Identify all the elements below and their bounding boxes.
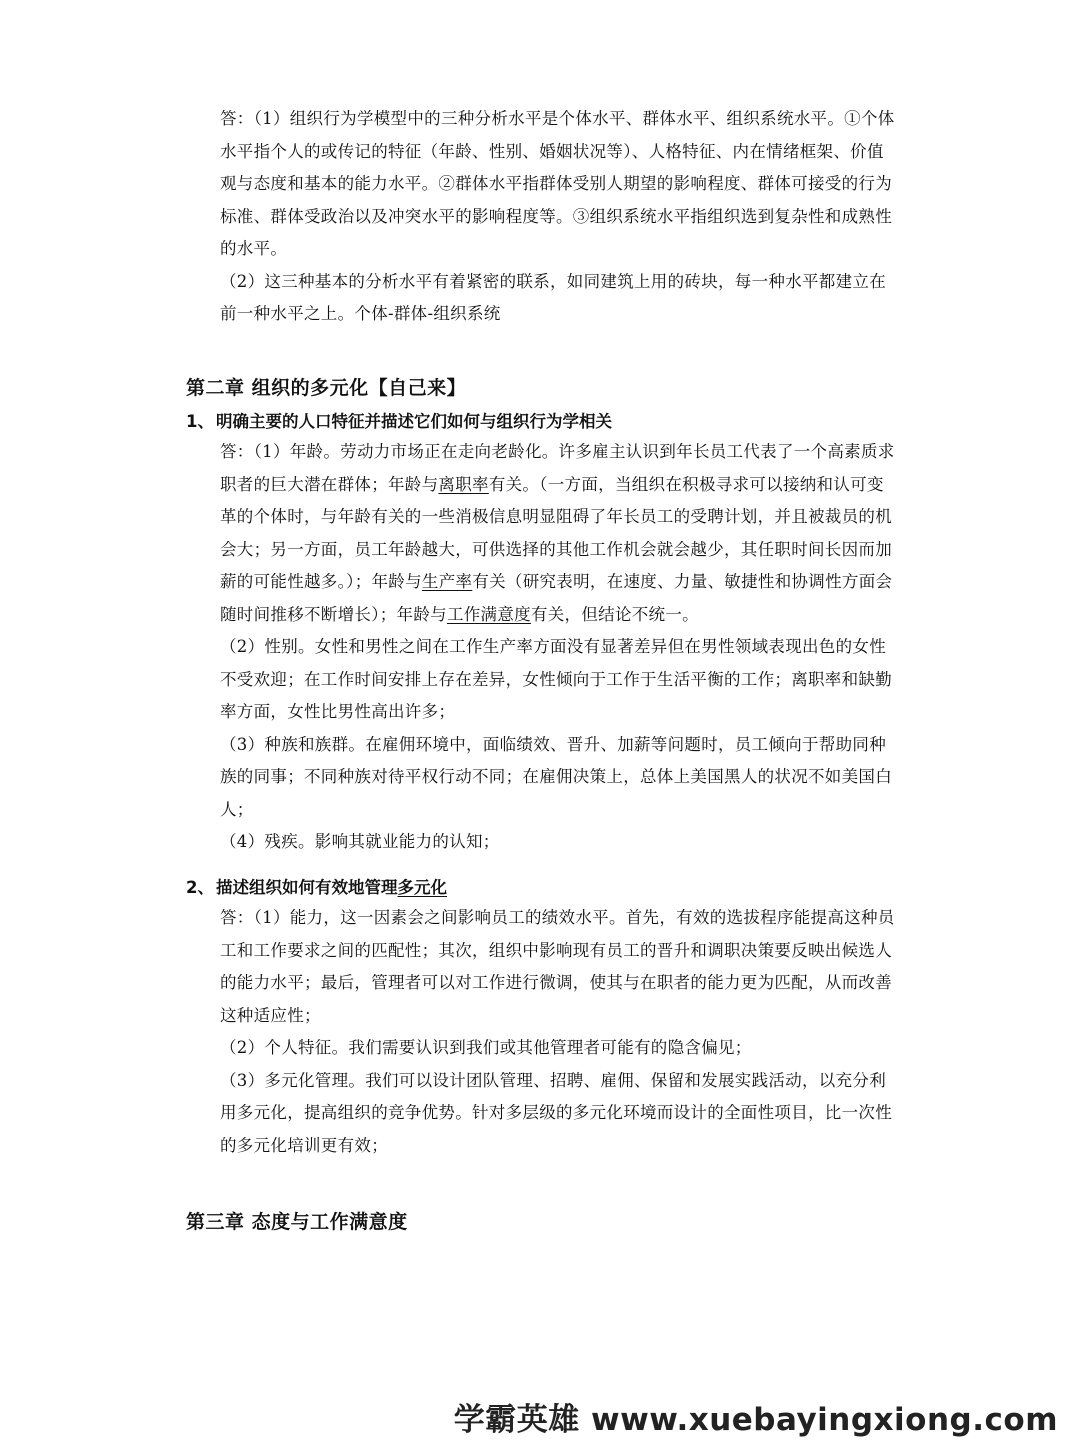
underlined-term: 工作满意度: [446, 604, 531, 624]
answer-paragraph: 答：（1）年龄。劳动力市场正在走向老龄化。许多雇主认识到年长员工代表了一个高素质求职者的巨大潜在群体；年龄与离职率有关。（一方面，当组织在积极寻求可以接纳和认可变革的个体时，与年龄有关的一些消极信息明显阻碍了年长员工的受聘计划，并且被裁员的机会大；另一方面，员工年龄越大，可供选择的其他工作机会就会越少，其任职时间长因而加薪的可能性越多。）；年龄与生产率有关（研究表明，在速度、力量、敏捷性和协调性方面会随时间推移不断增长）；年龄与工作满意度有关，但结论不统一。: [220, 442, 895, 624]
question-1: [186, 408, 612, 432]
underlined-term: 多元化: [397, 878, 447, 897]
answer-paragraph: （4）残疾。影响其就业能力的认知；: [220, 832, 500, 851]
answer-block-q2: [220, 902, 900, 1162]
question-2: [186, 874, 447, 898]
answer-paragraph: （2）这三种基本的分析水平有着紧密的联系，如同建筑上用的砖块，每一种水平都建立在前一种水平之上。个体-群体-组织系统: [220, 271, 886, 323]
answer-paragraph: （3）多元化管理。我们可以设计团队管理、招聘、雇佣、保留和发展实践活动，以充分利用多元化，提高组织的竞争优势。针对多层级的多元化环境而设计的全面性项目，比一次性的多元化培训更有效；: [220, 1070, 892, 1155]
answer-paragraph: （2）个人特征。我们需要认识到我们或其他管理者可能有的隐含偏见；: [220, 1038, 752, 1057]
answer-block-q1: [220, 436, 900, 859]
question-text: 描述组织如何有效地管理: [216, 878, 398, 897]
question-number: 1、: [186, 412, 214, 431]
chapter-2-title: 第二章 组织的多元化【自己来】: [186, 377, 467, 399]
question-number: 2、: [186, 878, 214, 897]
answer-paragraph: （2）性别。女性和男性之间在工作生产率方面没有显著差异但在男性领域表现出色的女性不受欢迎；在工作时间安排上存在差异，女性倾向于工作于生活平衡的工作；离职率和缺勤率方面，女性比男性高出许多；: [220, 637, 892, 721]
underlined-term: 离职率: [438, 474, 489, 494]
underlined-term: 生产率: [421, 572, 473, 591]
chapter-3-title: 第三章 态度与工作满意度: [186, 1211, 408, 1233]
answer-block-levels: [220, 103, 900, 331]
site-watermark: 学霸英雄 www.xuebayingxiong.com: [453, 1402, 1058, 1438]
answer-paragraph: （3）种族和族群。在雇佣环境中，面临绩效、晋升、加薪等问题时，员工倾向于帮助同种族的同事；不同种族对待平权行动不同；在雇佣决策上，总体上美国黑人的状况不如美国白人；: [220, 734, 892, 819]
question-text: 明确主要的人口特征并描述它们如何与组织行为学相关: [216, 412, 612, 431]
answer-paragraph: 答：（1）组织行为学模型中的三种分析水平是个体水平、群体水平、组织系统水平。①个体水平指个人的或传记的特征（年龄、性别、婚姻状况等）、人格特征、内在情绪框架、价值观与态度和基本的能力水平。②群体水平指群体受别人期望的影响程度、群体可接受的行为标准、群体受政治以及冲突水平的影响程度等。③组织系统水平指组织选到复杂性和成熟性的水平。: [220, 109, 895, 258]
answer-paragraph: 答：（1）能力，这一因素会之间影响员工的绩效水平。首先，有效的选拔程序能提高这种员工和工作要求之间的匹配性；其次，组织中影响现有员工的晋升和调职决策要反映出候选人的能力水平；最后，管理者可以对工作进行微调，使其与在职者的能力更为匹配，从而改善这种适应性；: [220, 908, 895, 1025]
